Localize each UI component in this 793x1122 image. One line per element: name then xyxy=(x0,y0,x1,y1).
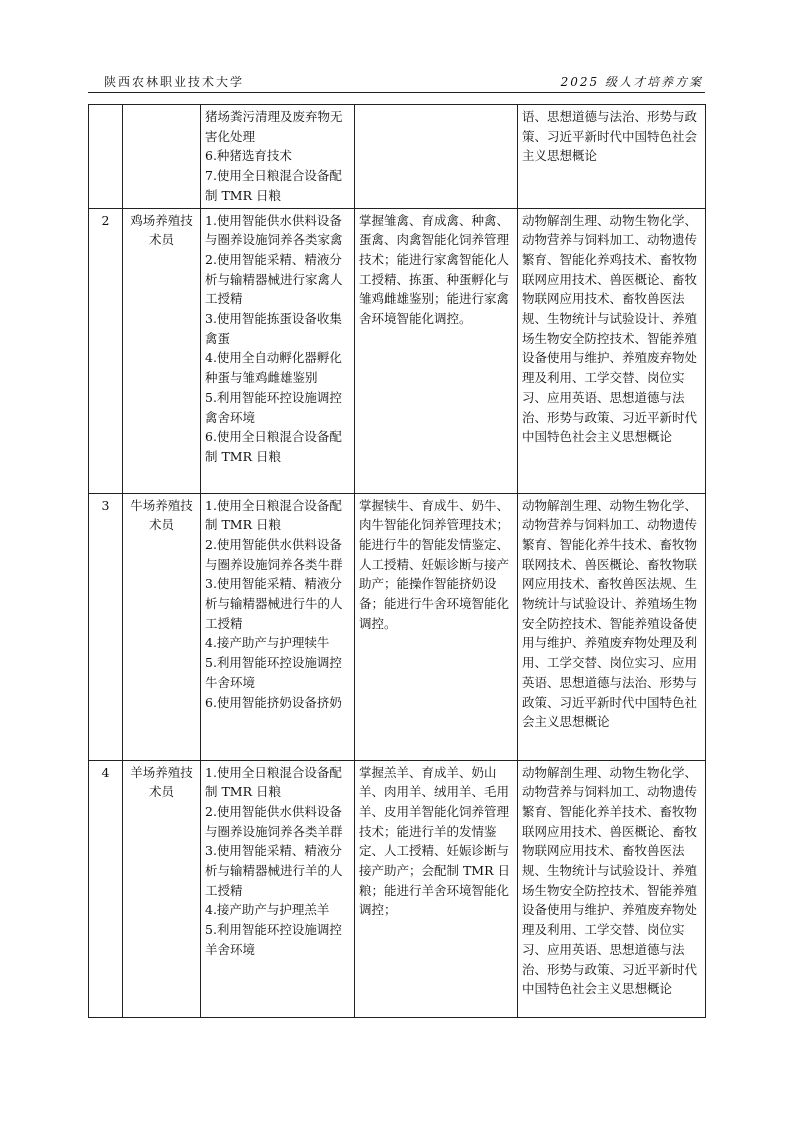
table-row xyxy=(89,105,706,209)
page-header xyxy=(88,72,705,93)
table-row xyxy=(89,760,706,1017)
task-item: 6.使用智能挤奶设备挤奶 xyxy=(205,694,342,710)
task-item: 4.接产助产与护理犊牛 xyxy=(205,635,330,651)
job-title xyxy=(123,105,201,209)
task-item: 2.使用智能供水供料设备与圈养设施饲养各类牛群 xyxy=(205,536,343,572)
task-item: 6.使用全日粮混合设备配制 TMR 日粮 xyxy=(205,429,342,464)
task-item: 1.使用全日粮混合设备配制 TMR 日粮 xyxy=(205,497,342,533)
school-name: 陕西农林职业技术大学 xyxy=(104,75,245,89)
job-task-table xyxy=(88,104,706,1018)
skill-requirements: 掌握犊牛、育成牛、奶牛、肉牛智能化饲养管理技术；能进行牛的智能发情鉴定、人工授精、妊娠诊断与接产助产；能操作智能挤奶设备；能进行牛舍环境智能化调控。 xyxy=(355,493,518,760)
job-title: 牛场养殖技术员 xyxy=(123,493,201,760)
document-title: 2025 级人才培养方案 xyxy=(560,75,703,89)
row-number xyxy=(89,105,123,209)
task-item: 1.使用全日粮混合设备配制 TMR 日粮 xyxy=(205,764,342,800)
task-list xyxy=(201,493,355,760)
task-item: 5.利用智能环控设施调控羊舍环境 xyxy=(205,922,342,957)
task-item: 4.接产助产与护理羔羊 xyxy=(205,902,330,918)
skill-requirements: 掌握雏禽、育成禽、种禽、蛋禽、肉禽智能化饲养管理技术；能进行家禽智能化人工授精、拣蛋、种蛋孵化与雏鸡雌雄鉴别；能进行家禽舍环境智能化调控。 xyxy=(355,208,518,493)
task-item: 2.使用智能采精、精液分析与输精器械进行家禽人工授精 xyxy=(205,251,343,307)
skill-requirements: 掌握羔羊、育成羊、奶山羊、肉用羊、绒用羊、毛用羊、皮用羊智能化饲养管理技术；能进行羊的发情鉴定、人工授精、妊娠诊断与接产助产；会配制 TMR 日粮；能进行羊舍环境智能化调控； xyxy=(355,760,518,1017)
task-item: 3.使用智能拣蛋设备收集禽蛋 xyxy=(205,311,342,346)
row-number: 2 xyxy=(89,208,123,493)
job-title: 鸡场养殖技术员 xyxy=(123,208,201,493)
task-item: 6.种猪选育技术 xyxy=(205,148,292,164)
task-list xyxy=(201,208,355,493)
table-row xyxy=(89,493,706,760)
task-item: 3.使用智能采精、精液分析与输精器械进行牛的人工授精 xyxy=(205,576,343,631)
task-list xyxy=(201,105,355,209)
task-list xyxy=(201,760,355,1017)
task-item: 3.使用智能采精、精液分析与输精器械进行羊的人工授精 xyxy=(205,843,343,898)
row-number: 3 xyxy=(89,493,123,760)
task-item: 2.使用智能供水供料设备与圈养设施饲养各类羊群 xyxy=(205,803,343,839)
related-courses: 动物解剖生理、动物生物化学、动物营养与饲料加工、动物遗传繁育、智能化养牛技术、畜牧物联网技术、兽医概论、畜牧物联网应用技术、畜牧兽医法规、生物统计与试验设计、养殖场生物安全防控技术、智能养殖设备使用与维护、养殖废弃物处理及利用、工学交替、岗位实习、应用英语、思想道德与法治、形势与政策、习近平新时代中国特色社会主义思想概论 xyxy=(518,493,706,760)
task-item: 7.使用全日粮混合设备配制 TMR 日粮 xyxy=(205,168,342,203)
task-item: 5.利用智能环控设施调控禽舍环境 xyxy=(205,389,342,425)
related-courses: 动物解剖生理、动物生物化学、动物营养与饲料加工、动物遗传繁育、智能化养鸡技术、畜牧物联网应用技术、兽医概论、畜牧物联网应用技术、畜牧兽医法规、生物统计与试验设计、养殖场生物安全防控技术、智能养殖设备使用与维护、养殖废弃物处理及利用、工学交替、岗位实习、应用英语、思想道德与法治、形势与政策、习近平新时代中国特色社会主义思想概论 xyxy=(518,208,706,493)
table-row xyxy=(89,208,706,493)
task-item: 5.利用智能环控设施调控牛舍环境 xyxy=(205,655,342,690)
job-title: 羊场养殖技术员 xyxy=(123,760,201,1017)
task-item: 猪场粪污清理及废弃物无害化处理 xyxy=(205,109,343,144)
related-courses: 语、思想道德与法治、形势与政策、习近平新时代中国特色社会主义思想概论 xyxy=(518,105,706,209)
task-item: 1.使用智能供水供料设备与圈养设施饲养各类家禽 xyxy=(205,212,343,248)
task-item: 4.使用全自动孵化器孵化种蛋与雏鸡雌雄鉴别 xyxy=(205,350,342,386)
row-number: 4 xyxy=(89,760,123,1017)
skill-requirements xyxy=(355,105,518,209)
related-courses: 动物解剖生理、动物生物化学、动物营养与饲料加工、动物遗传繁育、智能化养羊技术、畜牧物联网应用技术、兽医概论、畜牧物联网应用技术、畜牧兽医法规、生物统计与试验设计、养殖场生物安全防控技术、智能养殖设备使用与维护、养殖废弃物处理及利用、工学交替、岗位实习、应用英语、思想道德与法治、形势与政策、习近平新时代中国特色社会主义思想概论 xyxy=(518,760,706,1017)
